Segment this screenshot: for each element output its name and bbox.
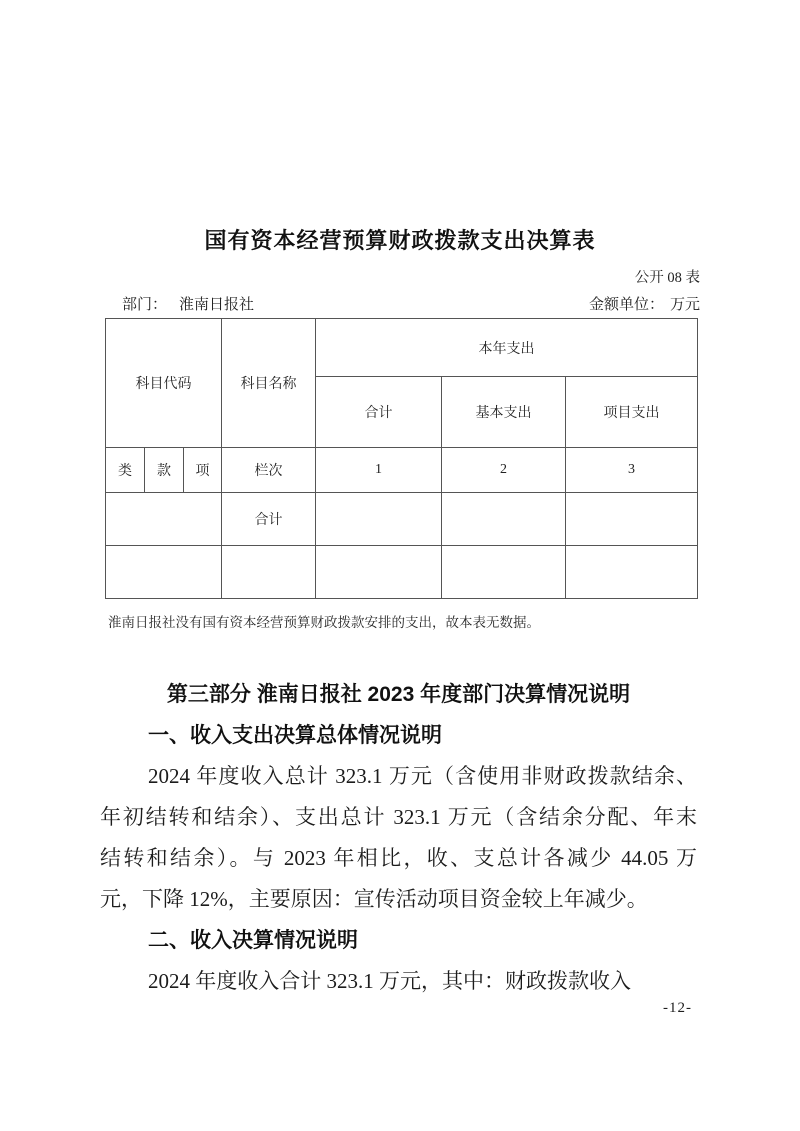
header-project-expenditure: 项目支出 [566,377,698,448]
form-number-label: 公开 08 表 [634,270,700,286]
document-title: 国有资本经营预算财政拨款支出决算表 [204,228,596,253]
expenditure-table [105,318,698,599]
table-note: 淮南日报社没有国有资本经营预算财政拨款安排的支出，故本表无数据。 [108,615,540,630]
unit-line [589,293,700,314]
header-year-expenditure: 本年支出 [316,319,698,377]
cell-empty-c2 [442,546,566,599]
cell-total-c1 [316,493,442,546]
header-total: 合计 [316,377,442,448]
cell-total-c3 [566,493,698,546]
cell-empty-code [106,546,222,599]
header-basic-expenditure: 基本支出 [442,377,566,448]
header-subject-code: 科目代码 [106,319,222,448]
department-line [122,293,254,314]
paragraph-1-line-2: 年初结转和结余）、支出总计 323.1 万元（含结余分配、年末 [100,805,697,829]
cell-code-section: 款 [145,448,184,493]
unit-label: 金额单位： [588,297,664,313]
cell-empty-c1 [316,546,442,599]
cell-empty-name [222,546,316,599]
paragraph-1-line-1: 2024 年度收入总计 323.1 万元（含使用非财政拨款结余、 [148,764,697,788]
table-meta-row [122,293,700,314]
cell-column-1: 1 [316,448,442,493]
part-three-heading: 第三部分 淮南日报社 2023 年度部门决算情况说明 [166,683,631,706]
paragraph-1-line-3: 结转和结余）。与 2023 年相比，收、支总计各减少 44.05 万 [100,846,697,870]
header-subject-name: 科目名称 [222,319,316,448]
cell-total-c2 [442,493,566,546]
cell-empty-c3 [566,546,698,599]
narrative-section [100,674,697,1002]
cell-total-code [106,493,222,546]
cell-code-class: 类 [106,448,145,493]
section-1-heading: 一、收入支出决算总体情况说明 [148,724,442,747]
department-label: 部门： [122,297,168,313]
cell-code-item: 项 [184,448,222,493]
section-2-heading: 二、收入决算情况说明 [148,929,358,952]
department-value: 淮南日报社 [179,297,255,313]
cell-column-index-label: 栏次 [222,448,316,493]
paragraph-2-line-1: 2024 年度收入合计 323.1 万元，其中：财政拨款收入 [148,969,631,993]
page-number: -12- [663,1000,692,1016]
paragraph-1-line-4: 元，下降 12%，主要原因：宣传活动项目资金较上年减少。 [100,887,648,911]
cell-total-name: 合计 [222,493,316,546]
cell-column-3: 3 [566,448,698,493]
cell-column-2: 2 [442,448,566,493]
unit-value: 万元 [669,297,700,313]
